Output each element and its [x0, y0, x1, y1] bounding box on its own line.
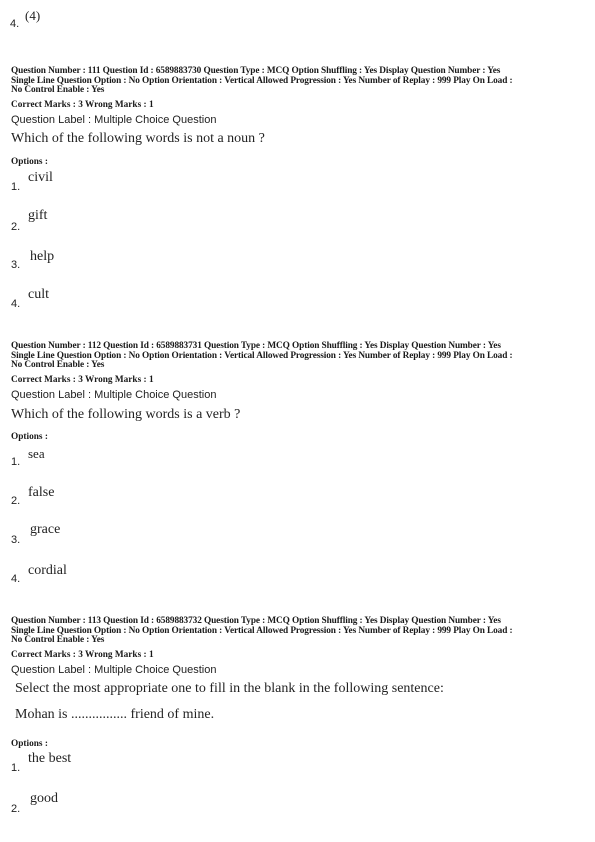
question-marks: Correct Marks : 3 Wrong Marks : 1	[11, 650, 154, 660]
options-heading: Options :	[11, 432, 48, 442]
option-text: good	[30, 791, 58, 806]
option-text: sea	[28, 446, 45, 461]
meta-line: No Control Enable : Yes	[11, 85, 105, 95]
question-meta	[11, 617, 586, 646]
meta-line: Question Number : 112 Question Id : 6589883731 Question Type : MCQ Option Shuffling : Yes Display Question Number : Yes	[11, 341, 501, 351]
option-text: cordial	[28, 563, 67, 578]
option-text: (4)	[25, 8, 41, 23]
question-label: Question Label : Multiple Choice Question	[11, 664, 217, 676]
meta-line: Question Number : 111 Question Id : 6589883730 Question Type : MCQ Option Shuffling : Yes Display Question Number : Yes	[11, 66, 501, 76]
question-text: Which of the following words is not a noun ?	[11, 131, 265, 146]
option-text: cult	[28, 287, 49, 302]
option-number: 1.	[11, 181, 21, 193]
question-label: Question Label : Multiple Choice Question	[11, 389, 217, 401]
question-marks: Correct Marks : 3 Wrong Marks : 1	[11, 100, 154, 110]
option-text: the best	[28, 751, 72, 766]
meta-line: Single Line Question Option : No Option Orientation : Vertical Allowed Progression : Yes Number of Replay : 999 Play On Load :	[11, 625, 513, 636]
question-sentence: Mohan is ................ friend of mine.	[15, 707, 215, 722]
meta-line: Question Number : 113 Question Id : 6589883732 Question Type : MCQ Option Shuffling : Yes Display Question Number : Yes	[11, 616, 501, 626]
option-text: help	[30, 249, 55, 264]
question-label: Question Label : Multiple Choice Question	[11, 114, 217, 126]
meta-line: Single Line Question Option : No Option Orientation : Vertical Allowed Progression : Yes Number of Replay : 999 Play On Load :	[11, 75, 513, 86]
question-marks: Correct Marks : 3 Wrong Marks : 1	[11, 375, 154, 385]
option-number: 2.	[11, 221, 21, 233]
meta-line: No Control Enable : Yes	[11, 360, 105, 370]
meta-line: Single Line Question Option : No Option Orientation : Vertical Allowed Progression : Yes Number of Replay : 999 Play On Load :	[11, 350, 513, 361]
option-number: 3.	[11, 259, 21, 271]
option-number: 4.	[10, 18, 20, 30]
option-number: 2.	[11, 495, 21, 507]
option-number: 2.	[11, 803, 21, 815]
option-text: civil	[28, 170, 53, 185]
option-number: 3.	[11, 534, 21, 546]
question-meta	[11, 67, 586, 96]
option-number: 1.	[11, 456, 21, 468]
option-text: false	[28, 485, 55, 500]
option-number: 4.	[11, 573, 21, 585]
option-text: gift	[28, 208, 48, 223]
option-number: 4.	[11, 298, 21, 310]
options-heading: Options :	[11, 739, 48, 749]
meta-line: No Control Enable : Yes	[11, 635, 105, 645]
question-text: Which of the following words is a verb ?	[11, 407, 241, 422]
question-meta	[11, 342, 586, 371]
question-text: Select the most appropriate one to fill in the blank in the following sentence:	[15, 681, 444, 696]
option-text: grace	[30, 522, 61, 537]
options-heading: Options :	[11, 157, 48, 167]
option-number: 1.	[11, 762, 21, 774]
